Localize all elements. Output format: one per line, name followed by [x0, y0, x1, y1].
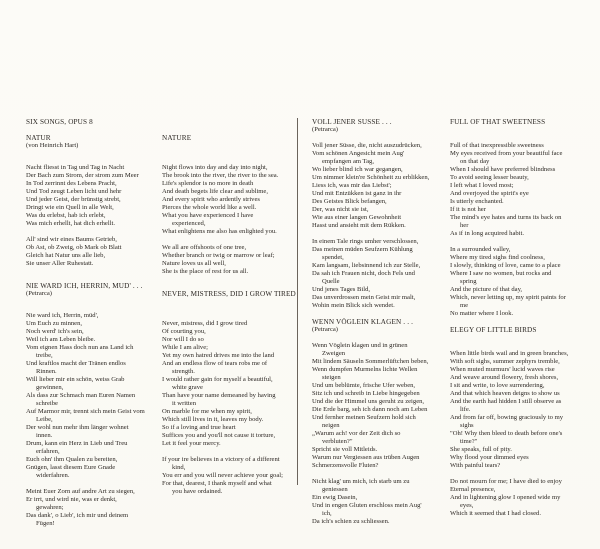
- verse-line: Fügen!: [36, 520, 55, 527]
- column-english-left: [162, 118, 294, 496]
- stanza: [312, 342, 447, 470]
- verse-line: Warum nur Vergiessen aus trüben Augen: [312, 454, 420, 461]
- verse-line: widerfahren.: [36, 472, 70, 479]
- verse-line: life.: [460, 406, 471, 413]
- verse-line: Why flood your dimmed eyes: [450, 454, 529, 461]
- verse-line: If it is not her: [450, 206, 486, 213]
- verse-line: I would rather gain for myself a beautiful,: [162, 376, 273, 383]
- verse-line: Um nimmer klein're Schönheit zu erblikken,: [312, 174, 430, 181]
- verse-line: spendet,: [322, 254, 344, 261]
- verse-line: Is utterly enchanted.: [450, 198, 504, 205]
- verse-line: innen.: [36, 432, 53, 439]
- verse-line: She speaks, full of pity.: [450, 446, 512, 453]
- stanza: [162, 244, 294, 276]
- column-german-right: [312, 118, 447, 526]
- stanza: [26, 312, 166, 480]
- verse-line: Und jeder Geist, der brünstig strebt,: [26, 196, 121, 203]
- verse-line: Wie aus einer langen Gewohnheit: [312, 214, 402, 221]
- verse-line: steigen: [322, 374, 341, 381]
- verse-line: And every spirit who ardently strives: [162, 196, 260, 203]
- song-title-full-of-that-sweetness: FULL OF THAT SWEETNESS: [450, 118, 546, 126]
- verse-line: Und die der Himmel uns geruht zu zeigen,: [312, 398, 425, 405]
- verse-line: What enlightens me also has enlighted you.: [162, 228, 277, 235]
- verse-line: ich,: [322, 510, 332, 517]
- verse-line: And weave around flowery, fresh shores,: [450, 374, 559, 381]
- song-source: (Petrarca): [312, 326, 338, 333]
- verse-line: While I am alive;: [162, 344, 208, 351]
- verse-line: "Oh! Why then bleed to death before one's: [450, 430, 563, 437]
- verse-line: Where my tired sighs find coolness,: [450, 254, 545, 261]
- verse-line: And in lightening glow I opened wide my: [450, 494, 561, 501]
- song-source: (von Heinrich Hart): [26, 142, 79, 149]
- verse-line: Pierces the whole world like a well.: [162, 204, 257, 211]
- verse-line: Und Tod zeugt Leben licht und hehr: [26, 188, 122, 195]
- verse-line: And the picture of that day,: [450, 286, 523, 293]
- song-source: (Petrarca): [26, 290, 52, 297]
- verse-line: Voll jener Süsse, die, nicht auszudrücken,: [312, 142, 422, 149]
- verse-line: On marble for me when my spirit,: [162, 408, 252, 415]
- stanza: [26, 488, 166, 528]
- verse-line: Wo lieber blind ich war gegangen,: [312, 166, 403, 173]
- verse-line: Hasst und ansieht mit dem Rükken.: [312, 222, 406, 229]
- verse-line: Spricht sie voll Mitleids.: [312, 446, 378, 453]
- verse-line: Sitz ich und schreib in Liebe hingegeben: [312, 390, 420, 397]
- verse-line: Quelle: [322, 278, 340, 285]
- verse-line: Never, mistress, did I grow tired: [162, 320, 248, 327]
- verse-line: You err and you will never achieve your goal;: [162, 472, 283, 479]
- column-divider: [297, 118, 298, 485]
- verse-line: Wohin mein Blick sich wendet.: [312, 302, 395, 309]
- song-title-wenn-voglein-klagen: WENN VÖGLEIN KLAGEN . . .: [312, 318, 414, 326]
- verse-line: sighs: [460, 422, 474, 429]
- stanza: [162, 456, 294, 496]
- verse-line: When muted murmurs' lucid waves rise: [450, 366, 555, 373]
- stanza: [450, 478, 595, 518]
- verse-line: Weil ich am Leben bleibe.: [26, 336, 96, 343]
- verse-line: Sie unser Aller Ruhestatt.: [26, 260, 94, 267]
- verse-line: Liess ich, was mir das Liebst';: [312, 182, 392, 189]
- verse-line: Let it feel your mercy.: [162, 440, 221, 447]
- verse-line: Suffices you and you'll not cause it torture,: [162, 432, 276, 439]
- verse-line: With soft sighs, summer zephyrs tremble,: [450, 358, 560, 365]
- verse-line: Ob Ast, ob Zweig, ob Mark ob Blatt: [26, 244, 122, 251]
- verse-line: Of courting you,: [162, 328, 206, 335]
- verse-line: In einem Tale rings umher verschlossen,: [312, 238, 419, 245]
- verse-line: Gleich hat Natur uns alle lieb,: [26, 252, 106, 259]
- song-source: (Petrarca): [312, 126, 338, 133]
- verse-line: Nacht fliesst in Tag und Tag in Nacht: [26, 164, 125, 171]
- verse-line: Yet my own hatred drives me into the land: [162, 352, 275, 359]
- song-title-natur: NATUR: [26, 134, 51, 142]
- stanza: [312, 142, 447, 230]
- verse-line: And from far off, bowing graciously to my: [450, 414, 564, 421]
- verse-line: Which still lives in it, leaves my body.: [162, 416, 264, 423]
- verse-line: Des Geistes Blick befangen,: [312, 198, 387, 205]
- verse-line: And the earth had hidden I still observe as: [450, 398, 562, 405]
- verse-line: If your ire believes in a victory of a different: [162, 456, 280, 463]
- verse-line: empfangen am Tag,: [322, 158, 374, 165]
- verse-line: gewinnen,: [36, 384, 64, 391]
- song-title-nature: NATURE: [162, 134, 192, 142]
- verse-line: Nie ward ich, Herrin, müd',: [26, 312, 99, 319]
- verse-line: I sit and write, to love surrendering,: [450, 382, 545, 389]
- verse-line: strength.: [172, 368, 195, 375]
- verse-line: No matter where I look.: [450, 310, 514, 317]
- verse-line: „Warum ach! vor der Zeit dich so: [312, 430, 401, 437]
- verse-line: you have ordained.: [172, 488, 223, 495]
- verse-line: Das dank', o Lieb', ich mir und deinem: [26, 512, 129, 519]
- verse-line: Life's splendor is no more in death: [162, 180, 254, 187]
- verse-line: Auf Marmor mir, trennt sich mein Geist vom: [26, 408, 145, 415]
- verse-line: Kam langsam, liebsinnend ich zur Stelle,: [312, 262, 421, 269]
- verse-line: Whether branch or twig or marrow or leaf;: [162, 252, 275, 259]
- verse-line: Euch ohn' ihm Qualen zu bereiten,: [26, 456, 118, 463]
- verse-line: As if in long acquired habit.: [450, 230, 524, 237]
- verse-line: And that which heaven deigns to show us: [450, 390, 560, 397]
- verse-line: Der wohl nun mehr ihm länger wohnet: [26, 424, 129, 431]
- verse-line: verbluten?": [322, 438, 353, 445]
- verse-line: What you have experienced I have: [162, 212, 254, 219]
- verse-line: When I should have preferred blindness: [450, 166, 556, 173]
- verse-line: experienced,: [172, 220, 206, 227]
- verse-line: erfahren,: [36, 448, 60, 455]
- verse-line: Vom eignen Hass doch nun ans Land ich: [26, 344, 134, 351]
- verse-line: Das unverdrossen mein Geist mir malt,: [312, 294, 416, 301]
- verse-line: gewahren;: [36, 504, 64, 511]
- stanza: [312, 478, 447, 526]
- stanza: [450, 350, 595, 470]
- verse-line: Nicht klag' um mich, ich starb um zu: [312, 478, 410, 485]
- verse-line: Dringt wie ein Quell in alle Welt,: [26, 204, 114, 211]
- verse-line: And overjoyed the spirit's eye: [450, 190, 529, 197]
- stanza: [26, 236, 166, 268]
- verse-line: Mit lindem Säuseln Sommerlüftchen beben,: [312, 358, 429, 365]
- verse-line: schreibe: [36, 400, 58, 407]
- verse-line: geniessen: [322, 486, 348, 493]
- column-english-right: [450, 118, 595, 518]
- verse-line: For that, dearest, I thank myself and what: [162, 480, 272, 487]
- verse-line: All' sind wir eines Baums Getrieb,: [26, 236, 117, 243]
- song-title-nie-ward-ich: NIE WARD ICH, HERRIN, MUD' . . .: [26, 282, 143, 290]
- verse-line: Das meinen müden Seufzern Kühlung: [312, 246, 413, 253]
- verse-line: Do not mourn for me; I have died to enjoy: [450, 478, 562, 485]
- verse-line: The mind's eye hates and turns its back on: [450, 214, 562, 221]
- verse-line: Zweigen: [322, 350, 346, 357]
- verse-line: Und in engen Gluten erschloss mein Aug': [312, 502, 422, 509]
- verse-line: Und fernher meinen Seufzern hold sich: [312, 414, 416, 421]
- verse-line: on that day: [460, 158, 490, 165]
- verse-line: And death begets life clear and sublime,: [162, 188, 269, 195]
- song-title-never-mistress: NEVER, MISTRESS, DID I GROW TIRED: [162, 290, 296, 298]
- verse-line: Night flows into day and day into night,: [162, 164, 268, 171]
- verse-line: My eyes received from your beautiful face: [450, 150, 563, 157]
- verse-line: treibe,: [36, 352, 53, 359]
- stanza: [162, 320, 294, 448]
- song-title-voll-jener-susse: VOLL JENER SUSSE . . .: [312, 118, 392, 126]
- verse-line: Than have your name demeaned by having: [162, 392, 276, 399]
- verse-line: The brook into the river, the river to the sea.: [162, 172, 279, 179]
- verse-line: Eternal presence,: [450, 486, 496, 493]
- verse-line: She is the place of rest for us all.: [162, 268, 249, 275]
- verse-line: Da ich's schien zu schliessen.: [312, 518, 390, 525]
- verse-line: Which it seemed that I had closed.: [450, 510, 541, 517]
- verse-line: Drum, kann ein Herz in Lieb und Treu: [26, 440, 128, 447]
- verse-line: Will lieber mir ein schön, weiss Grab: [26, 376, 125, 383]
- verse-line: Als dass zur Schmach man Euren Namen: [26, 392, 136, 399]
- verse-line: Der Bach zum Strom, der strom zum Meer: [26, 172, 139, 179]
- verse-line: white grave: [172, 384, 203, 391]
- verse-line: Der, was nicht sie ist,: [312, 206, 369, 213]
- verse-line: Wenn Vöglein klagen und in grünen: [312, 342, 408, 349]
- series-title: SIX SONGS, OPUS 8: [26, 118, 93, 126]
- verse-line: So if a loving and true heart: [162, 424, 236, 431]
- verse-line: Und kraftlos macht der Tränen endlos: [26, 360, 126, 367]
- column-german-left: [26, 118, 166, 528]
- verse-line: We all are offshoots of one tree,: [162, 244, 247, 251]
- verse-line: Leibe,: [36, 416, 53, 423]
- verse-line: Nature loves us all well,: [162, 260, 226, 267]
- verse-line: I left what I loved most;: [450, 182, 514, 189]
- verse-line: And an endless flow of tears robs me of: [162, 360, 268, 367]
- verse-line: Where I saw no women, but rocks and: [450, 270, 552, 277]
- verse-line: Wenn dumpfen Murmelns lichte Wellen: [312, 366, 418, 373]
- verse-line: With painful tears?: [450, 462, 501, 469]
- verse-line: Um Euch zu minnen,: [26, 320, 83, 327]
- verse-line: Er irrt, und wird nie, was er denkt,: [26, 496, 117, 503]
- verse-line: me: [460, 302, 469, 309]
- verse-line: time?": [460, 438, 478, 445]
- verse-line: I slowly, thinking of love, came to a place: [450, 262, 561, 269]
- verse-line: To avoid seeing lesser beauty,: [450, 174, 529, 181]
- verse-line: Gnügen, lasst diesem Eure Gnade: [26, 464, 116, 471]
- stanza: [312, 238, 447, 310]
- verse-line: Und jenes Tages Bild,: [312, 286, 371, 293]
- verse-line: neigen: [322, 422, 340, 429]
- verse-line: Und um beblümte, frische Ufer weben,: [312, 382, 416, 389]
- verse-line: In Tod zerrinnt des Lebens Pracht,: [26, 180, 117, 187]
- verse-line: her: [460, 222, 469, 229]
- verse-line: Schmerzensvolle Fluten?: [312, 462, 379, 469]
- stanza: [450, 246, 595, 318]
- verse-line: Da sah ich Frauen nicht, doch Fels und: [312, 270, 415, 277]
- verse-line: Was du erlebst, hab ich erlebt,: [26, 212, 106, 219]
- verse-line: Vom schönen Angesicht mein Aug': [312, 150, 405, 157]
- verse-line: Und mit Entzükken ist ganz in ihr: [312, 190, 402, 197]
- verse-line: Meint Euer Zorn auf andre Art zu siegen,: [26, 488, 135, 495]
- song-title-elegy-of-little-birds: ELEGY OF LITTLE BIRDS: [450, 326, 537, 334]
- verse-line: spring: [460, 278, 477, 285]
- verse-line: Which, never letting up, my spirit paints for: [450, 294, 566, 301]
- stanza: [162, 164, 294, 236]
- verse-line: Die Erde barg, seh ich dann noch am Leben: [312, 406, 428, 413]
- verse-line: Full of that inexpressible sweetness: [450, 142, 544, 149]
- stanza: [26, 164, 166, 228]
- verse-line: Ein ewig Dasein,: [312, 494, 358, 501]
- verse-line: Noch werd' ich's sein,: [26, 328, 84, 335]
- stanza: [450, 142, 595, 238]
- verse-line: eyes,: [460, 502, 474, 509]
- verse-line: Was mich erhellt, hat dich erhellt.: [26, 220, 116, 227]
- verse-line: Rinnen.: [36, 368, 57, 375]
- verse-line: When little birds wail and in green branches,: [450, 350, 569, 357]
- verse-line: Nor will I do so: [162, 336, 204, 343]
- verse-line: it written: [172, 400, 196, 407]
- verse-line: In a surrounded valley,: [450, 246, 511, 253]
- verse-line: kind,: [172, 464, 186, 471]
